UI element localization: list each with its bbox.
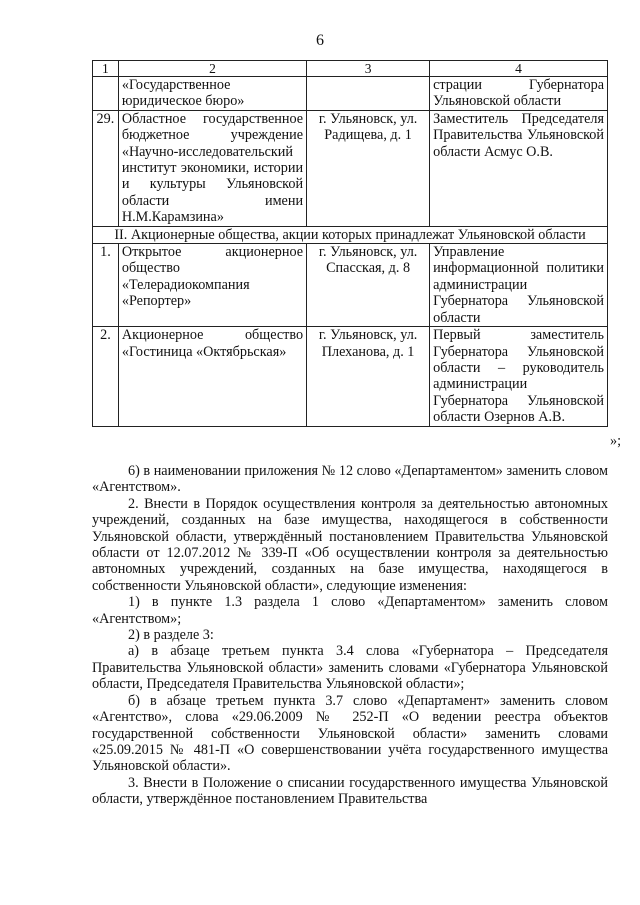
institution-name-cell: «Государственное юридическое бюро»: [118, 77, 306, 111]
address-cell: [307, 77, 430, 111]
address-cell: г. Ульяновск, ул. Радищева, д. 1: [307, 110, 430, 226]
row-number-cell: 29.: [93, 110, 119, 226]
institution-name-cell: Открытое акционерное общество «Телерадиокомпания «Репортер»: [118, 244, 306, 327]
institutions-table: [92, 60, 608, 427]
responsible-org-cell: страции Губернатора Ульяновской области: [430, 77, 608, 111]
table-row: [93, 244, 608, 327]
table-row: [93, 110, 608, 226]
paragraph: 1) в пункте 1.3 раздела 1 слово «Департаментом» заменить словом «Агентством»;: [92, 594, 608, 627]
header-col-4: 4: [430, 61, 608, 77]
responsible-org-cell: Первый заместитель Губернатора Ульяновской области – руководитель администрации Губернатора Ульяновской области Озернов А.В.: [430, 327, 608, 426]
section-title: II. Акционерные общества, акции которых принадлежат Ульяновской области: [93, 226, 608, 243]
paragraph: 2. Внести в Порядок осуществления контроля за деятельностью автономных учреждений, созданных на базе имущества, находящегося в собственности Ульяновской области, утверждённый постановлением Правительства Ульяновской области от 12.07.2012 № 339-П «Об осуществлении контроля за деятельностью автономных учреждений, созданных на базе имущества, находящегося в собственности Ульяновской области», следующие изменения:: [92, 495, 608, 594]
header-col-2: 2: [118, 61, 306, 77]
paragraph: 6) в наименовании приложения № 12 слово «Департаментом» заменить словом «Агентством».: [92, 463, 608, 496]
closing-quote-mark: »;: [610, 433, 622, 449]
responsible-org-cell: Управление информационной политики администрации Губернатора Ульяновской области: [430, 244, 608, 327]
paragraph: а) в абзаце третьем пункта 3.4 слова «Губернатора – Председателя Правительства Ульяновской области» заменить словами «Губернатора Ульяновской области, Председателя Правительства Ульяновской области»;: [92, 643, 608, 693]
responsible-org-cell: Заместитель Председателя Правительства Ульяновской области Асмус О.В.: [430, 110, 608, 226]
address-cell: г. Ульяновск, ул. Плеханова, д. 1: [307, 327, 430, 426]
institution-name-cell: Акционерное общество «Гостиница «Октябрьская»: [118, 327, 306, 426]
body-text: [92, 463, 608, 808]
row-number-cell: 2.: [93, 327, 119, 426]
table-row: [93, 327, 608, 426]
paragraph: 3. Внести в Положение о списании государственного имущества Ульяновской области, утверждённое постановлением Правительства: [92, 774, 608, 808]
page-number: 6: [316, 32, 324, 49]
row-number-cell: [93, 77, 119, 111]
address-cell: г. Ульяновск, ул. Спасская, д. 8: [307, 244, 430, 327]
header-col-1: 1: [93, 61, 119, 77]
paragraph: 2) в разделе 3:: [128, 627, 214, 644]
section-row: [93, 226, 608, 243]
table-header-row: [93, 61, 608, 77]
row-number-cell: 1.: [93, 244, 119, 327]
header-col-3: 3: [307, 61, 430, 77]
institution-name-cell: Областное государственное бюджетное учреждение «Научно-исследовательский институт экономики, истории и культуры Ульяновской области имени Н.М.Карамзина»: [118, 110, 306, 226]
table-row-continuation: [93, 77, 608, 111]
paragraph: б) в абзаце третьем пункта 3.7 слово «Департамент» заменить словом «Агентство», слова «29.06.2009 № 252-П «О ведении реестра объектов государственной собственности Ульяновской области» заменить словами «25.09.2015 № 481-П «О совершенствовании учёта государственного имущества Ульяновской области».: [92, 692, 608, 775]
